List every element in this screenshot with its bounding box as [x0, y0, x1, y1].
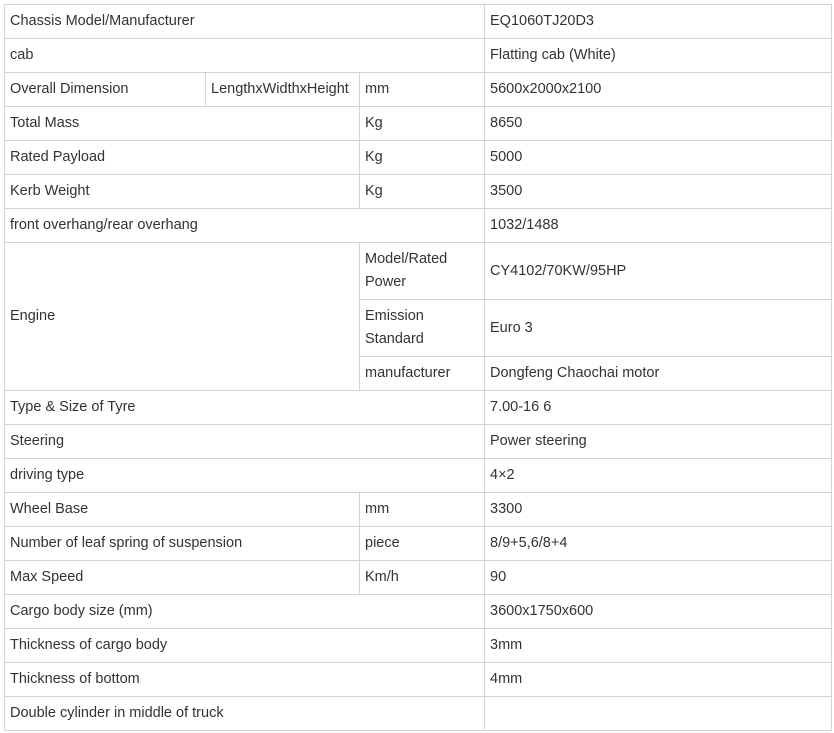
wheel-base-label: Wheel Base [5, 493, 360, 527]
table-row [5, 595, 832, 629]
table-row [5, 459, 832, 493]
leaf-spring-label: Number of leaf spring of suspension [5, 527, 360, 561]
table-row [5, 629, 832, 663]
table-row [5, 175, 832, 209]
table-row [5, 73, 832, 107]
tyre-label: Type & Size of Tyre [5, 391, 485, 425]
wheel-base-value: 3300 [485, 493, 832, 527]
table-row [5, 561, 832, 595]
wheel-base-unit: mm [360, 493, 485, 527]
kerb-weight-value: 3500 [485, 175, 832, 209]
max-speed-unit: Km/h [360, 561, 485, 595]
cargo-thickness-label: Thickness of cargo body [5, 629, 485, 663]
leaf-spring-unit: piece [360, 527, 485, 561]
table-row [5, 493, 832, 527]
overhang-value: 1032/1488 [485, 209, 832, 243]
bottom-thickness-value: 4mm [485, 663, 832, 697]
cargo-size-value: 3600x1750x600 [485, 595, 832, 629]
table-row [5, 425, 832, 459]
kerb-weight-unit: Kg [360, 175, 485, 209]
dimension-unit: mm [360, 73, 485, 107]
total-mass-unit: Kg [360, 107, 485, 141]
bottom-thickness-label: Thickness of bottom [5, 663, 485, 697]
double-cylinder-label: Double cylinder in middle of truck [5, 697, 485, 731]
max-speed-value: 90 [485, 561, 832, 595]
max-speed-label: Max Speed [5, 561, 360, 595]
engine-emission-value: Euro 3 [485, 300, 832, 357]
engine-manufacturer-value: Dongfeng Chaochai motor [485, 357, 832, 391]
double-cylinder-value [485, 697, 832, 731]
dimension-value: 5600x2000x2100 [485, 73, 832, 107]
table-row [5, 527, 832, 561]
table-row [5, 243, 832, 300]
table-row [5, 107, 832, 141]
dimension-label: Overall Dimension [5, 73, 206, 107]
driving-value: 4×2 [485, 459, 832, 493]
chassis-value: EQ1060TJ20D3 [485, 5, 832, 39]
engine-model-sub: Model/Rated Power [360, 243, 485, 300]
engine-model-value: CY4102/70KW/95HP [485, 243, 832, 300]
total-mass-label: Total Mass [5, 107, 360, 141]
spec-table [4, 4, 832, 731]
table-row [5, 5, 832, 39]
total-mass-value: 8650 [485, 107, 832, 141]
table-row [5, 697, 832, 731]
rated-payload-unit: Kg [360, 141, 485, 175]
cab-label: cab [5, 39, 485, 73]
dimension-sub: LengthxWidthxHeight [206, 73, 360, 107]
engine-emission-sub: Emission Standard [360, 300, 485, 357]
driving-label: driving type [5, 459, 485, 493]
rated-payload-label: Rated Payload [5, 141, 360, 175]
cargo-size-label: Cargo body size (mm) [5, 595, 485, 629]
rated-payload-value: 5000 [485, 141, 832, 175]
engine-manufacturer-sub: manufacturer [360, 357, 485, 391]
tyre-value: 7.00-16 6 [485, 391, 832, 425]
steering-value: Power steering [485, 425, 832, 459]
steering-label: Steering [5, 425, 485, 459]
table-row [5, 141, 832, 175]
table-row [5, 39, 832, 73]
chassis-label: Chassis Model/Manufacturer [5, 5, 485, 39]
engine-label: Engine [5, 243, 360, 391]
leaf-spring-value: 8/9+5,6/8+4 [485, 527, 832, 561]
table-row [5, 663, 832, 697]
table-row [5, 391, 832, 425]
kerb-weight-label: Kerb Weight [5, 175, 360, 209]
cargo-thickness-value: 3mm [485, 629, 832, 663]
overhang-label: front overhang/rear overhang [5, 209, 485, 243]
cab-value: Flatting cab (White) [485, 39, 832, 73]
table-row [5, 209, 832, 243]
